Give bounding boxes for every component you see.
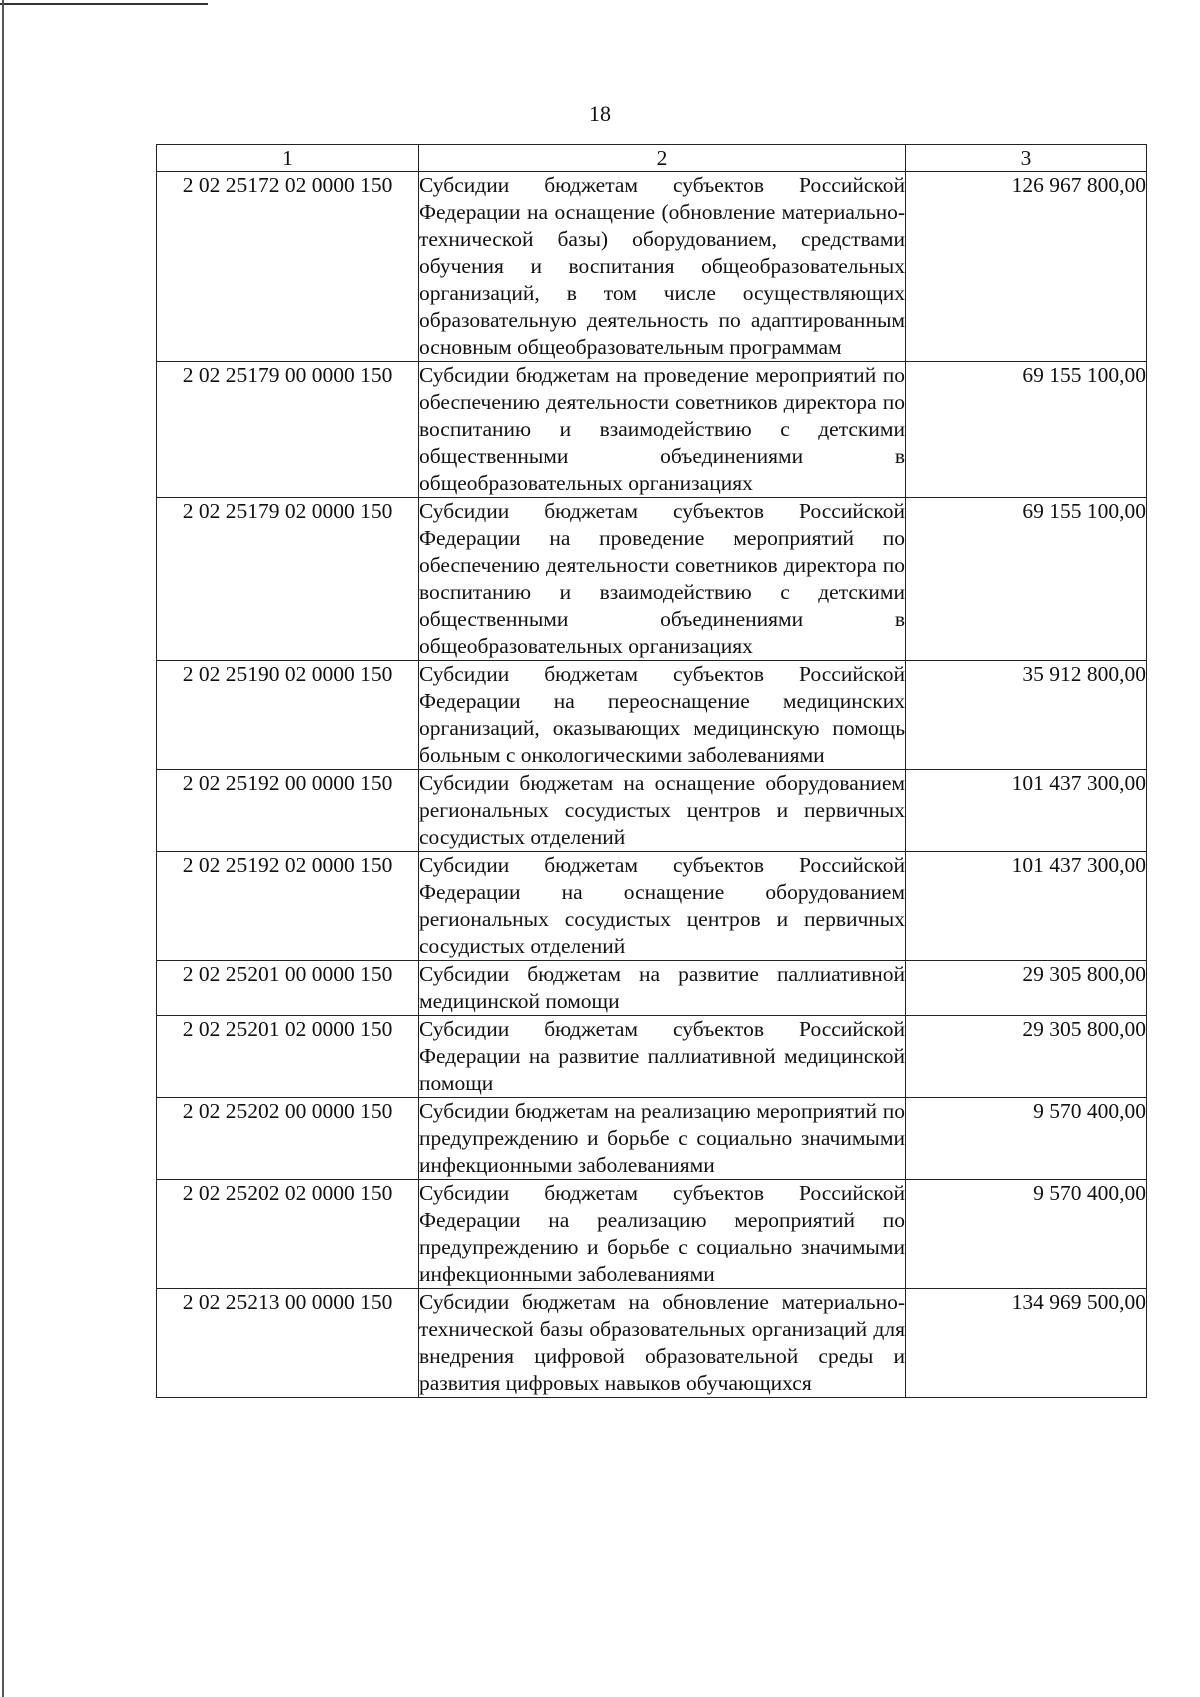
item-description: Субсидии бюджетам на оснащение оборудованием региональных сосудистых центров и первичных сосудистых отделений — [419, 770, 906, 852]
budget-table — [156, 144, 1147, 1398]
item-amount: 126 967 800,00 — [906, 172, 1147, 362]
table-row — [157, 362, 1147, 498]
budget-code: 2 02 25179 02 0000 150 — [157, 498, 419, 661]
item-amount: 134 969 500,00 — [906, 1289, 1147, 1398]
budget-code: 2 02 25201 02 0000 150 — [157, 1016, 419, 1098]
budget-code: 2 02 25202 00 0000 150 — [157, 1098, 419, 1180]
table-row — [157, 498, 1147, 661]
table-row — [157, 1098, 1147, 1180]
scan-edge-mark-top — [0, 3, 208, 5]
item-amount: 35 912 800,00 — [906, 661, 1147, 770]
item-amount: 69 155 100,00 — [906, 498, 1147, 661]
item-description: Субсидии бюджетам субъектов Российской Федерации на реализацию мероприятий по предупреждению и борьбе с социально значимыми инфекционными заболеваниями — [419, 1180, 906, 1289]
table-row — [157, 1180, 1147, 1289]
page-number: 18 — [589, 101, 611, 126]
item-amount: 69 155 100,00 — [906, 362, 1147, 498]
item-amount: 9 570 400,00 — [906, 1098, 1147, 1180]
table-row — [157, 661, 1147, 770]
budget-code: 2 02 25192 02 0000 150 — [157, 852, 419, 961]
budget-code: 2 02 25202 02 0000 150 — [157, 1180, 419, 1289]
item-amount: 101 437 300,00 — [906, 770, 1147, 852]
item-description: Субсидии бюджетам на реализацию мероприятий по предупреждению и борьбе с социально значимыми инфекционными заболеваниями — [419, 1098, 906, 1180]
table-row — [157, 1016, 1147, 1098]
header-row — [157, 145, 1147, 172]
item-amount: 29 305 800,00 — [906, 961, 1147, 1016]
budget-code: 2 02 25201 00 0000 150 — [157, 961, 419, 1016]
item-description: Субсидии бюджетам на обновление материально-технической базы образовательных организаций для внедрения цифровой образовательной среды и развития цифровых навыков обучающихся — [419, 1289, 906, 1398]
item-description: Субсидии бюджетам на проведение мероприятий по обеспечению деятельности советников директора по воспитанию и взаимодействию с детскими общественными объединениями в общеобразовательных организациях — [419, 362, 906, 498]
table-row — [157, 770, 1147, 852]
item-description: Субсидии бюджетам субъектов Российской Федерации на оснащение оборудованием региональных сосудистых центров и первичных сосудистых отделений — [419, 852, 906, 961]
table-row — [157, 961, 1147, 1016]
table-row — [157, 852, 1147, 961]
scan-edge-mark-left — [2, 0, 4, 1697]
table-row — [157, 172, 1147, 362]
item-description: Субсидии бюджетам субъектов Российской Федерации на проведение мероприятий по обеспечению деятельности советников директора по воспитанию и взаимодействию с детскими общественными объединениями в общеобразовательных организациях — [419, 498, 906, 661]
item-amount: 29 305 800,00 — [906, 1016, 1147, 1098]
item-description: Субсидии бюджетам субъектов Российской Федерации на оснащение (обновление материально-технической базы) оборудованием, средствами обучения и воспитания общеобразовательных организаций, в том числе осуществляющих образовательную деятельность по адаптированным основным общеобразовательным программам — [419, 172, 906, 362]
item-description: Субсидии бюджетам субъектов Российской Федерации на развитие паллиативной медицинской помощи — [419, 1016, 906, 1098]
budget-code: 2 02 25179 00 0000 150 — [157, 362, 419, 498]
item-amount: 101 437 300,00 — [906, 852, 1147, 961]
item-description: Субсидии бюджетам на развитие паллиативной медицинской помощи — [419, 961, 906, 1016]
column-header-3: 3 — [906, 145, 1147, 172]
budget-code: 2 02 25192 00 0000 150 — [157, 770, 419, 852]
table-row — [157, 1289, 1147, 1398]
column-header-1: 1 — [157, 145, 419, 172]
item-description: Субсидии бюджетам субъектов Российской Федерации на переоснащение медицинских организаций, оказывающих медицинскую помощь больным с онкологическими заболеваниями — [419, 661, 906, 770]
item-amount: 9 570 400,00 — [906, 1180, 1147, 1289]
budget-code: 2 02 25213 00 0000 150 — [157, 1289, 419, 1398]
budget-code: 2 02 25172 02 0000 150 — [157, 172, 419, 362]
column-header-2: 2 — [419, 145, 906, 172]
budget-code: 2 02 25190 02 0000 150 — [157, 661, 419, 770]
